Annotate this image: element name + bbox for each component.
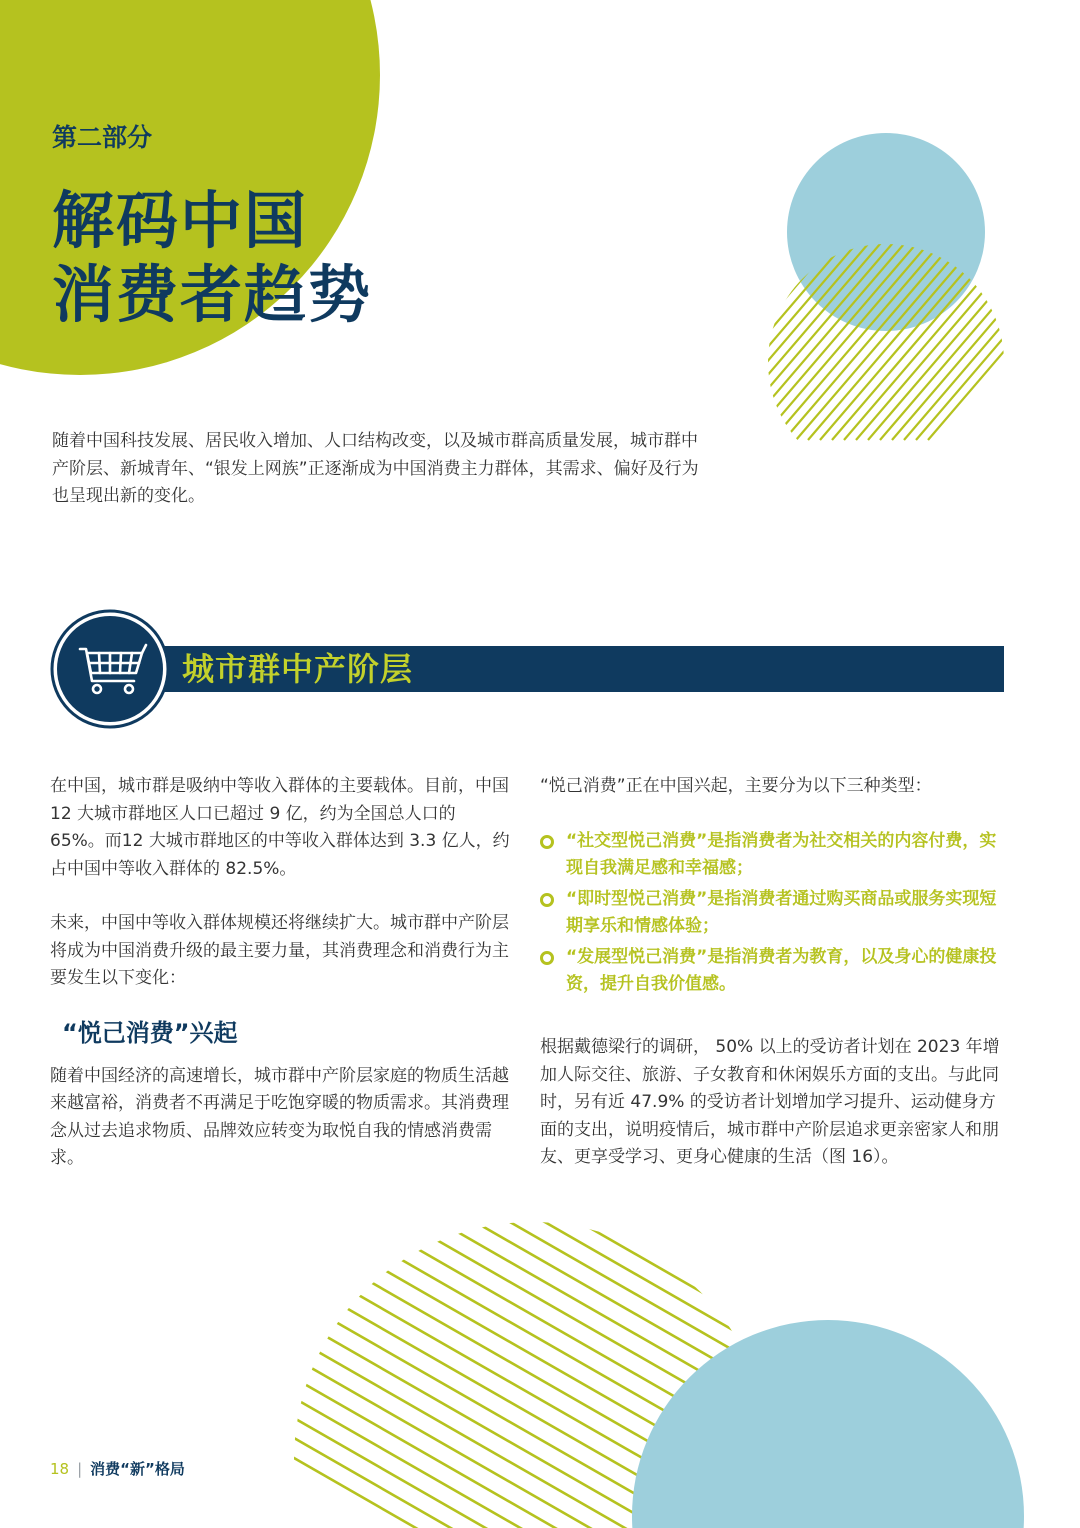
section-title: 城市群中产阶层	[182, 650, 414, 688]
blue-circle-bottom	[632, 1320, 1024, 1528]
subheading: “悦己消费”兴起	[62, 1018, 238, 1047]
footer-title: 消费“新”格局	[90, 1460, 185, 1478]
right-paragraph: 根据戴德梁行的调研， 50% 以上的受访者计划在 2023 年增加人际交往、旅游、子女教育和休闲娱乐方面的支出。与此同时，另有近 47.9% 的受访者计划增加学习提升、运动健身方面的支出，说明疫情后，城市群中产阶层追求更亲密家人和朋友、更享受学习、更身心健康的生活（图 16）。	[540, 1037, 1000, 1167]
list-item: “社交型悦己消费”是指消费者为社交相关的内容付费，实现自我满足感和幸福感；	[540, 828, 1005, 882]
shopping-cart-icon	[50, 609, 170, 729]
bullet-ring-icon	[540, 835, 554, 849]
left-paragraph-2: 未来，中国中等收入群体规模还将继续扩大。城市群中产阶层将成为中国消费升级的最主要力量，其消费理念和消费行为主要发生以下变化：	[50, 913, 509, 988]
bullet-ring-icon	[540, 893, 554, 907]
page-title-line-2: 消费者趋势	[52, 258, 373, 331]
page-footer	[50, 1458, 185, 1480]
list-item: “即时型悦己消费”是指消费者通过购买商品或服务实现短期享乐和情感体验；	[540, 886, 1005, 940]
left-column	[50, 773, 515, 1173]
list-item: “发展型悦己消费”是指消费者为教育，以及身心的健康投资，提升自我价值感。	[540, 944, 1005, 998]
right-column-intro: “悦己消费”正在中国兴起，主要分为以下三种类型：	[540, 776, 932, 796]
striped-circle-top	[652, 230, 1080, 440]
part-label: 第二部分	[52, 123, 153, 152]
consumption-type-list	[540, 828, 1005, 1002]
left-paragraph-3: 随着中国经济的高速增长，城市群中产阶层家庭的物质生活越来越富裕，消费者不再满足于吃饱穿暖的物质需求。其消费理念从过去追求物质、品牌效应转变为取悦自我的情感消费需求。	[50, 1065, 509, 1168]
page-title-line-1: 解码中国	[52, 184, 309, 257]
page-number: 18	[50, 1460, 70, 1478]
intro-paragraph: 随着中国科技发展、居民收入增加、人口结构改变，以及城市群高质量发展，城市群中产阶层、新城青年、“银发上网族”正逐渐成为中国消费主力群体，其需求、偏好及行为也呈现出新的变化。	[52, 431, 699, 506]
left-paragraph-1: 在中国，城市群是吸纳中等收入群体的主要载体。目前，中国 12 大城市群地区人口已超过 9 亿，约为全国总人口的 65%。而12 大城市群地区的中等收入群体达到 3.3 亿人，约占中国中等收入群体的 82.5%。	[50, 776, 510, 879]
page-title	[52, 184, 372, 332]
footer-separator: |	[77, 1460, 83, 1478]
blue-circle-top	[787, 133, 985, 331]
bullet-ring-icon	[540, 951, 554, 965]
